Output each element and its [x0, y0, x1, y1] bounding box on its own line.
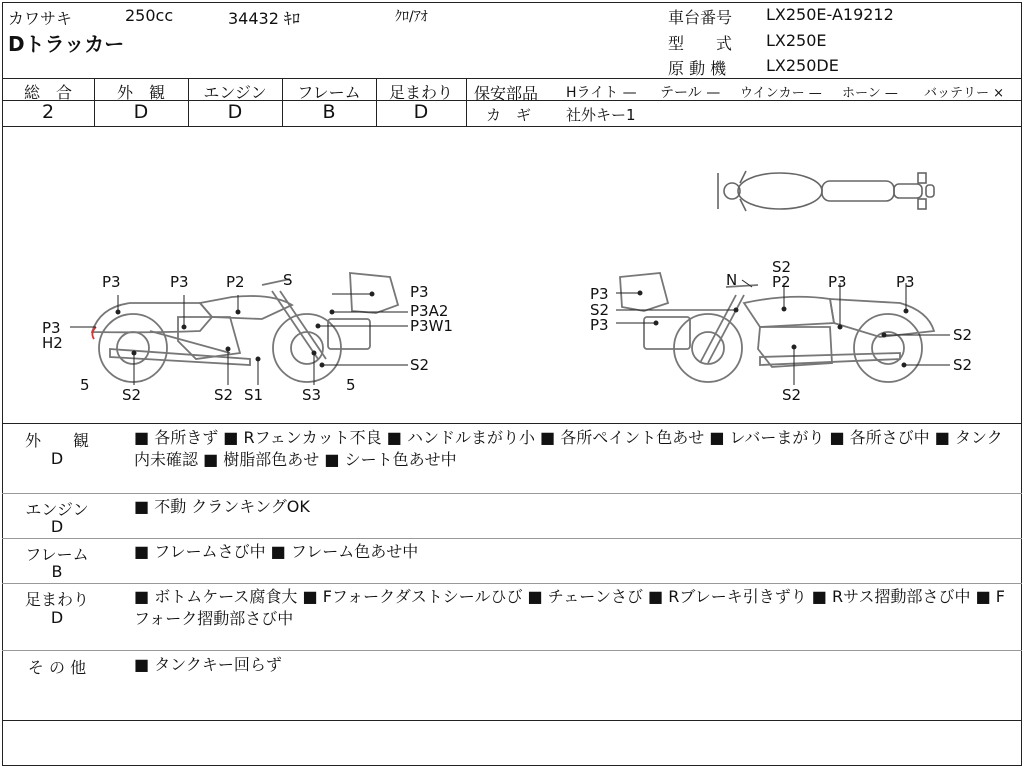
diagram-label: S2	[953, 356, 973, 374]
diagram-label: P3	[170, 273, 189, 291]
diagram-label: S2	[410, 356, 430, 374]
engine-value: LX250DE	[766, 56, 839, 75]
diagram-label: P3	[896, 273, 915, 291]
type-value: LX250E	[766, 31, 827, 50]
type-label: 型 式	[668, 34, 733, 53]
grade-value-engine: D	[227, 101, 243, 123]
diagram-label: P3	[410, 283, 429, 301]
safety-label: 保安部品	[474, 84, 539, 103]
grade-value-frame: B	[322, 101, 336, 123]
damage-diagram	[0, 127, 1024, 423]
diagram-label: S2	[590, 301, 610, 319]
diagram-label: S	[283, 271, 293, 289]
grade-label-suspension: 足まわり	[388, 83, 453, 102]
safety-item-winker: ウインカー —	[740, 86, 822, 101]
diagram-label: P2	[772, 273, 791, 291]
color: ｸﾛ/ｱｵ	[395, 9, 428, 25]
diagram-label: P3	[590, 285, 609, 303]
grade-label-appearance: 外 観	[116, 83, 165, 102]
safety-item-tail: テール —	[660, 85, 721, 101]
section-text-appearance: ■ 各所きず ■ Rフェンカット不良 ■ ハンドルまがり小 ■ 各所ペイント色あせ ■ レバーまがり ■ 各所さび中 ■ タンク内未確認 ■ 樹脂部色あせ ■ シート色あせ中	[134, 428, 1003, 469]
mileage: 34432 ｷﾛ	[228, 9, 300, 28]
grade-label-total: 総 合	[23, 83, 72, 102]
section-label-other: そ の 他	[27, 658, 87, 677]
diagram-label: P3A2	[410, 302, 449, 320]
diagram-label: P3	[590, 316, 609, 334]
diagram-label: H2	[42, 334, 63, 352]
section-label-suspension: 足まわり	[24, 590, 89, 609]
diagram-label: S2	[122, 386, 142, 404]
section-text-other: ■ タンクキー回らず	[134, 655, 282, 674]
section-text-engine: ■ 不動 クランキングOK	[134, 497, 310, 516]
grade-label-engine: エンジン	[203, 83, 267, 102]
grade-value-total: 2	[41, 101, 55, 123]
model-name: Dトラッカー	[8, 32, 125, 56]
safety-item-headlight: Hライト —	[566, 85, 637, 101]
section-grade-appearance: D	[50, 449, 64, 468]
section-grade-suspension: D	[50, 608, 64, 627]
diagram-label: P2	[226, 273, 245, 291]
grade-label-frame: フレーム	[297, 83, 361, 102]
grade-value-suspension: D	[413, 101, 429, 123]
diagram-label: S2	[772, 258, 792, 276]
safety-item-battery: バッテリー ×	[924, 86, 1005, 101]
diagram-label: P3W1	[410, 317, 453, 335]
section-grade-engine: D	[50, 517, 64, 536]
bike-left-side-icon	[92, 273, 398, 382]
diagram-label: P3	[42, 319, 61, 337]
key-label: カ ギ	[486, 106, 532, 124]
safety-item-horn: ホーン —	[842, 86, 898, 101]
diagram-label: P3	[102, 273, 121, 291]
chassis-value: LX250E-A19212	[766, 5, 894, 24]
engine-label: 原 動 機	[668, 59, 727, 78]
diagram-label: 5	[80, 376, 90, 394]
maker: カワサキ	[8, 9, 73, 28]
diagram-label: S3	[302, 386, 322, 404]
divider	[2, 78, 1022, 79]
diagram-label: S2	[214, 386, 234, 404]
diagram-label: 5	[346, 376, 356, 394]
diagram-label: P3	[828, 273, 847, 291]
section-label-frame: フレーム	[25, 545, 89, 564]
section-label-appearance: 外 観	[24, 431, 89, 450]
section-text-suspension: ■ ボトムケース腐食大 ■ Fフォークダストシールひび ■ チェーンさび ■ Rブレーキ引きずり ■ Rサス摺動部さび中 ■ Fフォーク摺動部さび中	[134, 587, 1005, 628]
diagram-label: S2	[953, 326, 973, 344]
bike-top-view-icon	[718, 171, 934, 211]
diagram-label: N	[726, 271, 738, 289]
section-label-engine: エンジン	[25, 500, 89, 519]
diagram-label: S1	[244, 386, 264, 404]
key-value: 社外キー1	[566, 106, 636, 124]
section-grade-frame: B	[51, 562, 63, 581]
diagram-label: S2	[782, 386, 802, 404]
chassis-label: 車台番号	[668, 8, 733, 27]
displacement: 250cc	[125, 6, 174, 25]
grade-value-appearance: D	[133, 101, 149, 123]
section-text-frame: ■ フレームさび中 ■ フレーム色あせ中	[134, 542, 419, 561]
